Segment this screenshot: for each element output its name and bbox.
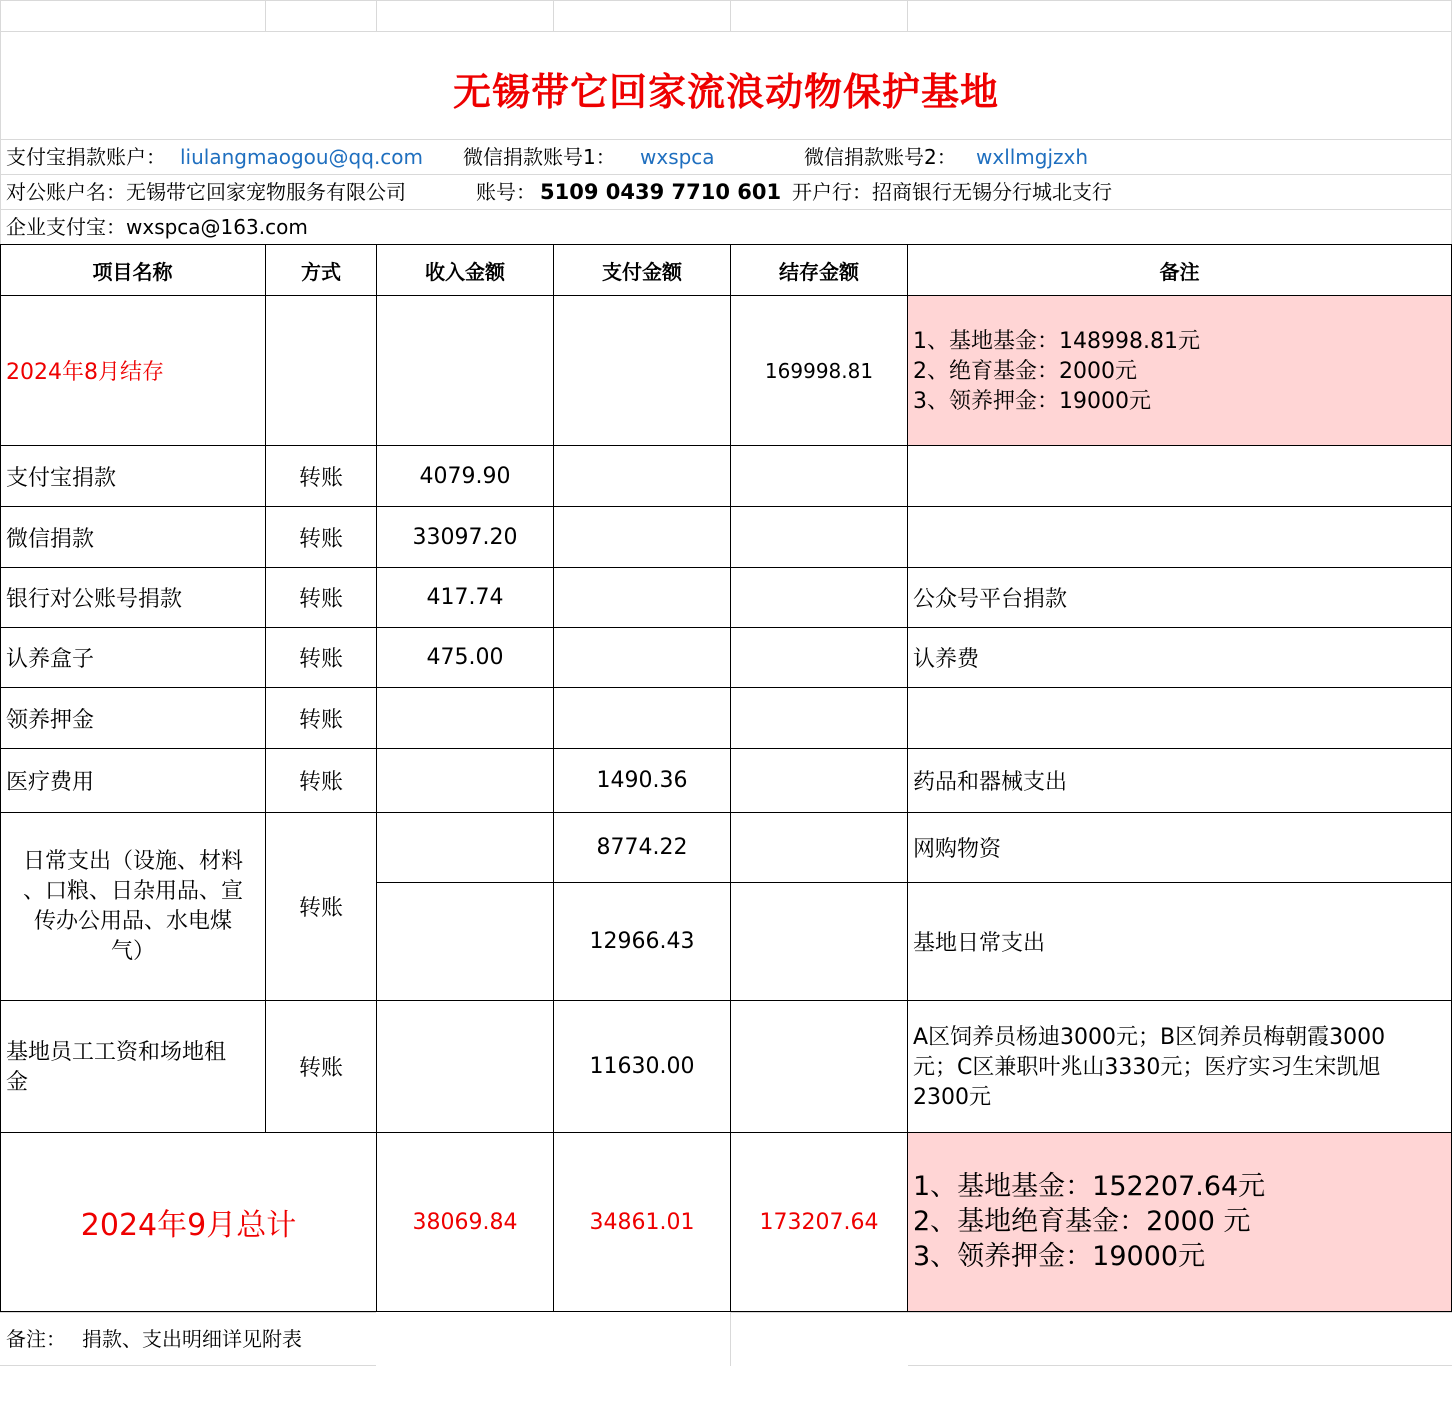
row-method-cell: 转账 [298, 587, 343, 612]
page-title: 无锡带它回家流浪动物保护基地 [452, 69, 999, 114]
wechat-account1-label: 微信捐款账号1： [463, 145, 616, 169]
opening-row-name: 2024年8月结存 [6, 360, 164, 385]
row-method-cell: 转账 [298, 770, 343, 795]
row-method-cell: 转账 [298, 707, 343, 733]
row-method-cell: 转账 [298, 465, 343, 491]
row-method-cell: 转账 [298, 647, 343, 672]
row-note-cell: 公众号平台捐款 [913, 587, 1068, 612]
row-note-cell [913, 688, 1449, 748]
row-payment-cell: 1490.36 [596, 768, 688, 793]
total-row-balance: 173207.64 [759, 1209, 879, 1235]
daily-row-name [1, 813, 265, 1000]
account-number-label: 账号： [476, 180, 536, 204]
row-name-cell: 医疗费用 [6, 770, 95, 795]
daily-name-line-4: 气） [110, 938, 155, 964]
row-payment-cell [554, 446, 730, 506]
row-payment-cell [554, 568, 730, 627]
salary-note-line-3: 2300元 [913, 1085, 991, 1110]
header-balance: 结存金额 [779, 259, 859, 284]
alipay-account-label: 支付宝捐款账户： [6, 145, 166, 169]
total-row-payment: 34861.01 [589, 1209, 695, 1235]
salary-note-line-2: 元；C区兼职叶兆山3330元；医疗实习生宋凯旭 [913, 1055, 1381, 1080]
row-income-cell: 475.00 [426, 645, 504, 670]
row-balance-cell [731, 568, 907, 627]
footer-text: 捐款、支出明细详见附表 [82, 1327, 302, 1351]
salary-row-name-line-1: 基地员工工资和场地租 [6, 1040, 227, 1065]
alipay-account-value: liulangmaogou@qq.com [180, 145, 424, 169]
total-row-income: 38069.84 [412, 1209, 518, 1235]
opening-note-3: 3、领养押金：19000元 [913, 389, 1151, 414]
header-project-name: 项目名称 [92, 259, 173, 284]
row-note-cell: 药品和器械支出 [913, 770, 1068, 795]
corporate-account-name: 对公账户名：无锡带它回家宠物服务有限公司 [6, 180, 406, 204]
daily-sub1-note: 网购物资 [913, 837, 1002, 862]
row-payment-cell [554, 628, 730, 687]
row-income-cell: 417.74 [426, 585, 504, 610]
daily-name-line-2: 、口粮、日杂用品、宣 [22, 878, 243, 904]
daily-row-method: 转账 [298, 896, 343, 921]
row-payment-cell [554, 507, 730, 567]
daily-name-line-3: 传办公用品、水电煤 [33, 908, 232, 934]
header-payment: 支付金额 [602, 259, 682, 284]
row-balance-cell [731, 688, 907, 748]
row-name-cell: 银行对公账号捐款 [6, 587, 183, 612]
opening-row-balance: 169998.81 [764, 358, 874, 383]
row-balance-cell [731, 507, 907, 567]
corporate-alipay: 企业支付宝：wxspca@163.com [6, 215, 308, 239]
daily-sub1-payment: 8774.22 [596, 835, 688, 860]
header-notes: 备注 [1159, 259, 1200, 284]
header-method: 方式 [301, 259, 341, 284]
row-name-cell: 领养押金 [6, 707, 95, 733]
daily-sub2-payment: 12966.43 [589, 929, 695, 954]
opening-note-1: 1、基地基金：148998.81元 [913, 329, 1200, 354]
row-balance-cell [731, 628, 907, 687]
wechat-account1-value: wxspca [640, 145, 715, 169]
wechat-account2-value: wxllmgjzxh [976, 145, 1089, 169]
salary-row-method: 转账 [298, 1056, 343, 1081]
total-row-name: 2024年9月总计 [80, 1208, 297, 1243]
row-balance-cell [731, 749, 907, 812]
row-income-cell: 33097.20 [412, 524, 518, 550]
row-name-cell: 认养盒子 [6, 647, 95, 672]
salary-row-name-line-2: 金 [6, 1070, 29, 1095]
row-income-cell [377, 749, 553, 812]
daily-name-line-1: 日常支出（设施、材料 [22, 848, 243, 874]
total-note-1: 1、基地基金：152207.64元 [913, 1171, 1266, 1202]
row-note-cell: 认养费 [913, 647, 980, 672]
total-note-2: 2、基地绝育基金：2000 元 [913, 1206, 1251, 1237]
row-note-cell [913, 507, 1449, 567]
row-method-cell: 转账 [298, 526, 343, 552]
row-payment-cell [554, 688, 730, 748]
footer-label: 备注： [6, 1327, 66, 1351]
account-number-value: 5109 0439 7710 601 [540, 180, 782, 204]
row-note-cell [913, 446, 1449, 506]
daily-sub2-note: 基地日常支出 [913, 931, 1046, 956]
row-name-cell: 支付宝捐款 [6, 465, 117, 491]
opening-note-2: 2、绝育基金：2000元 [913, 359, 1137, 384]
total-note-3: 3、领养押金：19000元 [913, 1241, 1206, 1272]
row-income-cell [377, 688, 553, 748]
opening-bank: 开户行：招商银行无锡分行城北支行 [792, 180, 1112, 204]
row-name-cell: 微信捐款 [6, 526, 95, 552]
header-income: 收入金额 [425, 259, 505, 284]
row-balance-cell [731, 446, 907, 506]
row-income-cell: 4079.90 [419, 463, 511, 489]
salary-note-line-1: A区饲养员杨迪3000元；B区饲养员梅朝霞3000 [913, 1025, 1386, 1050]
salary-row-payment: 11630.00 [589, 1054, 695, 1079]
wechat-account2-label: 微信捐款账号2： [804, 145, 957, 169]
